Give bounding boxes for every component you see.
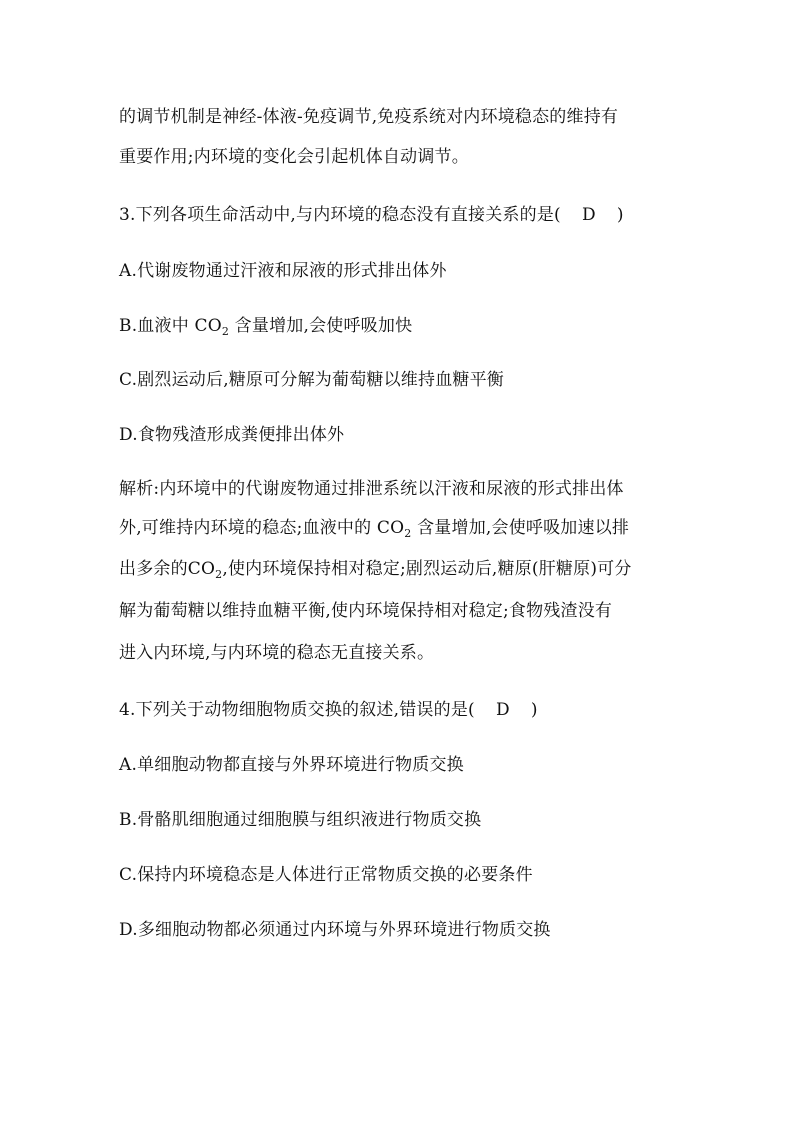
question-3-close-paren: ) [616,205,624,225]
question-3-option-b [119,316,413,338]
question-4-stem [119,702,538,719]
question-3-answer: D [581,205,596,225]
question-4-option-d: D.多细胞动物都必须通过内环境与外界环境进行物质交换 [119,920,551,940]
option-b-text-pre: B.血液中 CO [119,316,222,336]
question-3-stem-text: 3.下列各项生命活动中,与内环境的稳态没有直接关系的是( [119,205,561,225]
question-3-option-d: D.食物残渣形成粪便排出体外 [119,425,345,445]
question-3-analysis-line-2 [119,518,630,540]
co2-subscript: 2 [215,568,223,581]
question-4-option-b: B.骨骼肌细胞通过细胞膜与组织液进行物质交换 [119,810,482,830]
question-3-stem [119,207,624,224]
question-3-option-c: C.剧烈运动后,糖原可分解为葡萄糖以维持血糖平衡 [119,370,505,390]
question-3-analysis-line-3 [119,559,632,581]
question-4-answer: D [495,700,510,720]
analysis-line-3-post: ,使内环境保持相对稳定;剧烈运动后,糖原(肝糖原)可分 [222,559,632,579]
question-4-option-a: A.单细胞动物都直接与外界环境进行物质交换 [119,755,464,775]
question-3-analysis-line-1: 解析:内环境中的代谢废物通过排泄系统以汗液和尿液的形式排出体 [119,479,624,499]
question-4-close-paren: ) [530,700,538,720]
co2-subscript: 2 [221,325,230,338]
prev-analysis-line-2: 重要作用;内环境的变化会引起机体自动调节。 [119,147,469,167]
option-b-text-post: 含量增加,会使呼吸加快 [229,316,413,336]
co2-subscript: 2 [404,527,412,540]
question-3-analysis-line-5: 进入内环境,与内环境的稳态无直接关系。 [119,643,435,663]
analysis-line-2-post: 含量增加,会使呼吸加速以排 [411,518,630,538]
question-4-stem-text: 4.下列关于动物细胞物质交换的叙述,错误的是( [119,700,475,720]
analysis-line-3-pre: 出多余的CO [119,559,216,579]
question-3-analysis-line-4: 解为葡萄糖以维持血糖平衡,使内环境保持相对稳定;食物残渣没有 [119,601,613,621]
question-4-option-c: C.保持内环境稳态是人体进行正常物质交换的必要条件 [119,865,533,885]
analysis-line-2-pre: 外,可维持内环境的稳态;血液中的 CO [119,518,405,538]
prev-analysis-line-1: 的调节机制是神经-体液-免疫调节,免疫系统对内环境稳态的维持有 [119,107,619,127]
question-3-option-a: A.代谢废物通过汗液和尿液的形式排出体外 [119,261,447,281]
